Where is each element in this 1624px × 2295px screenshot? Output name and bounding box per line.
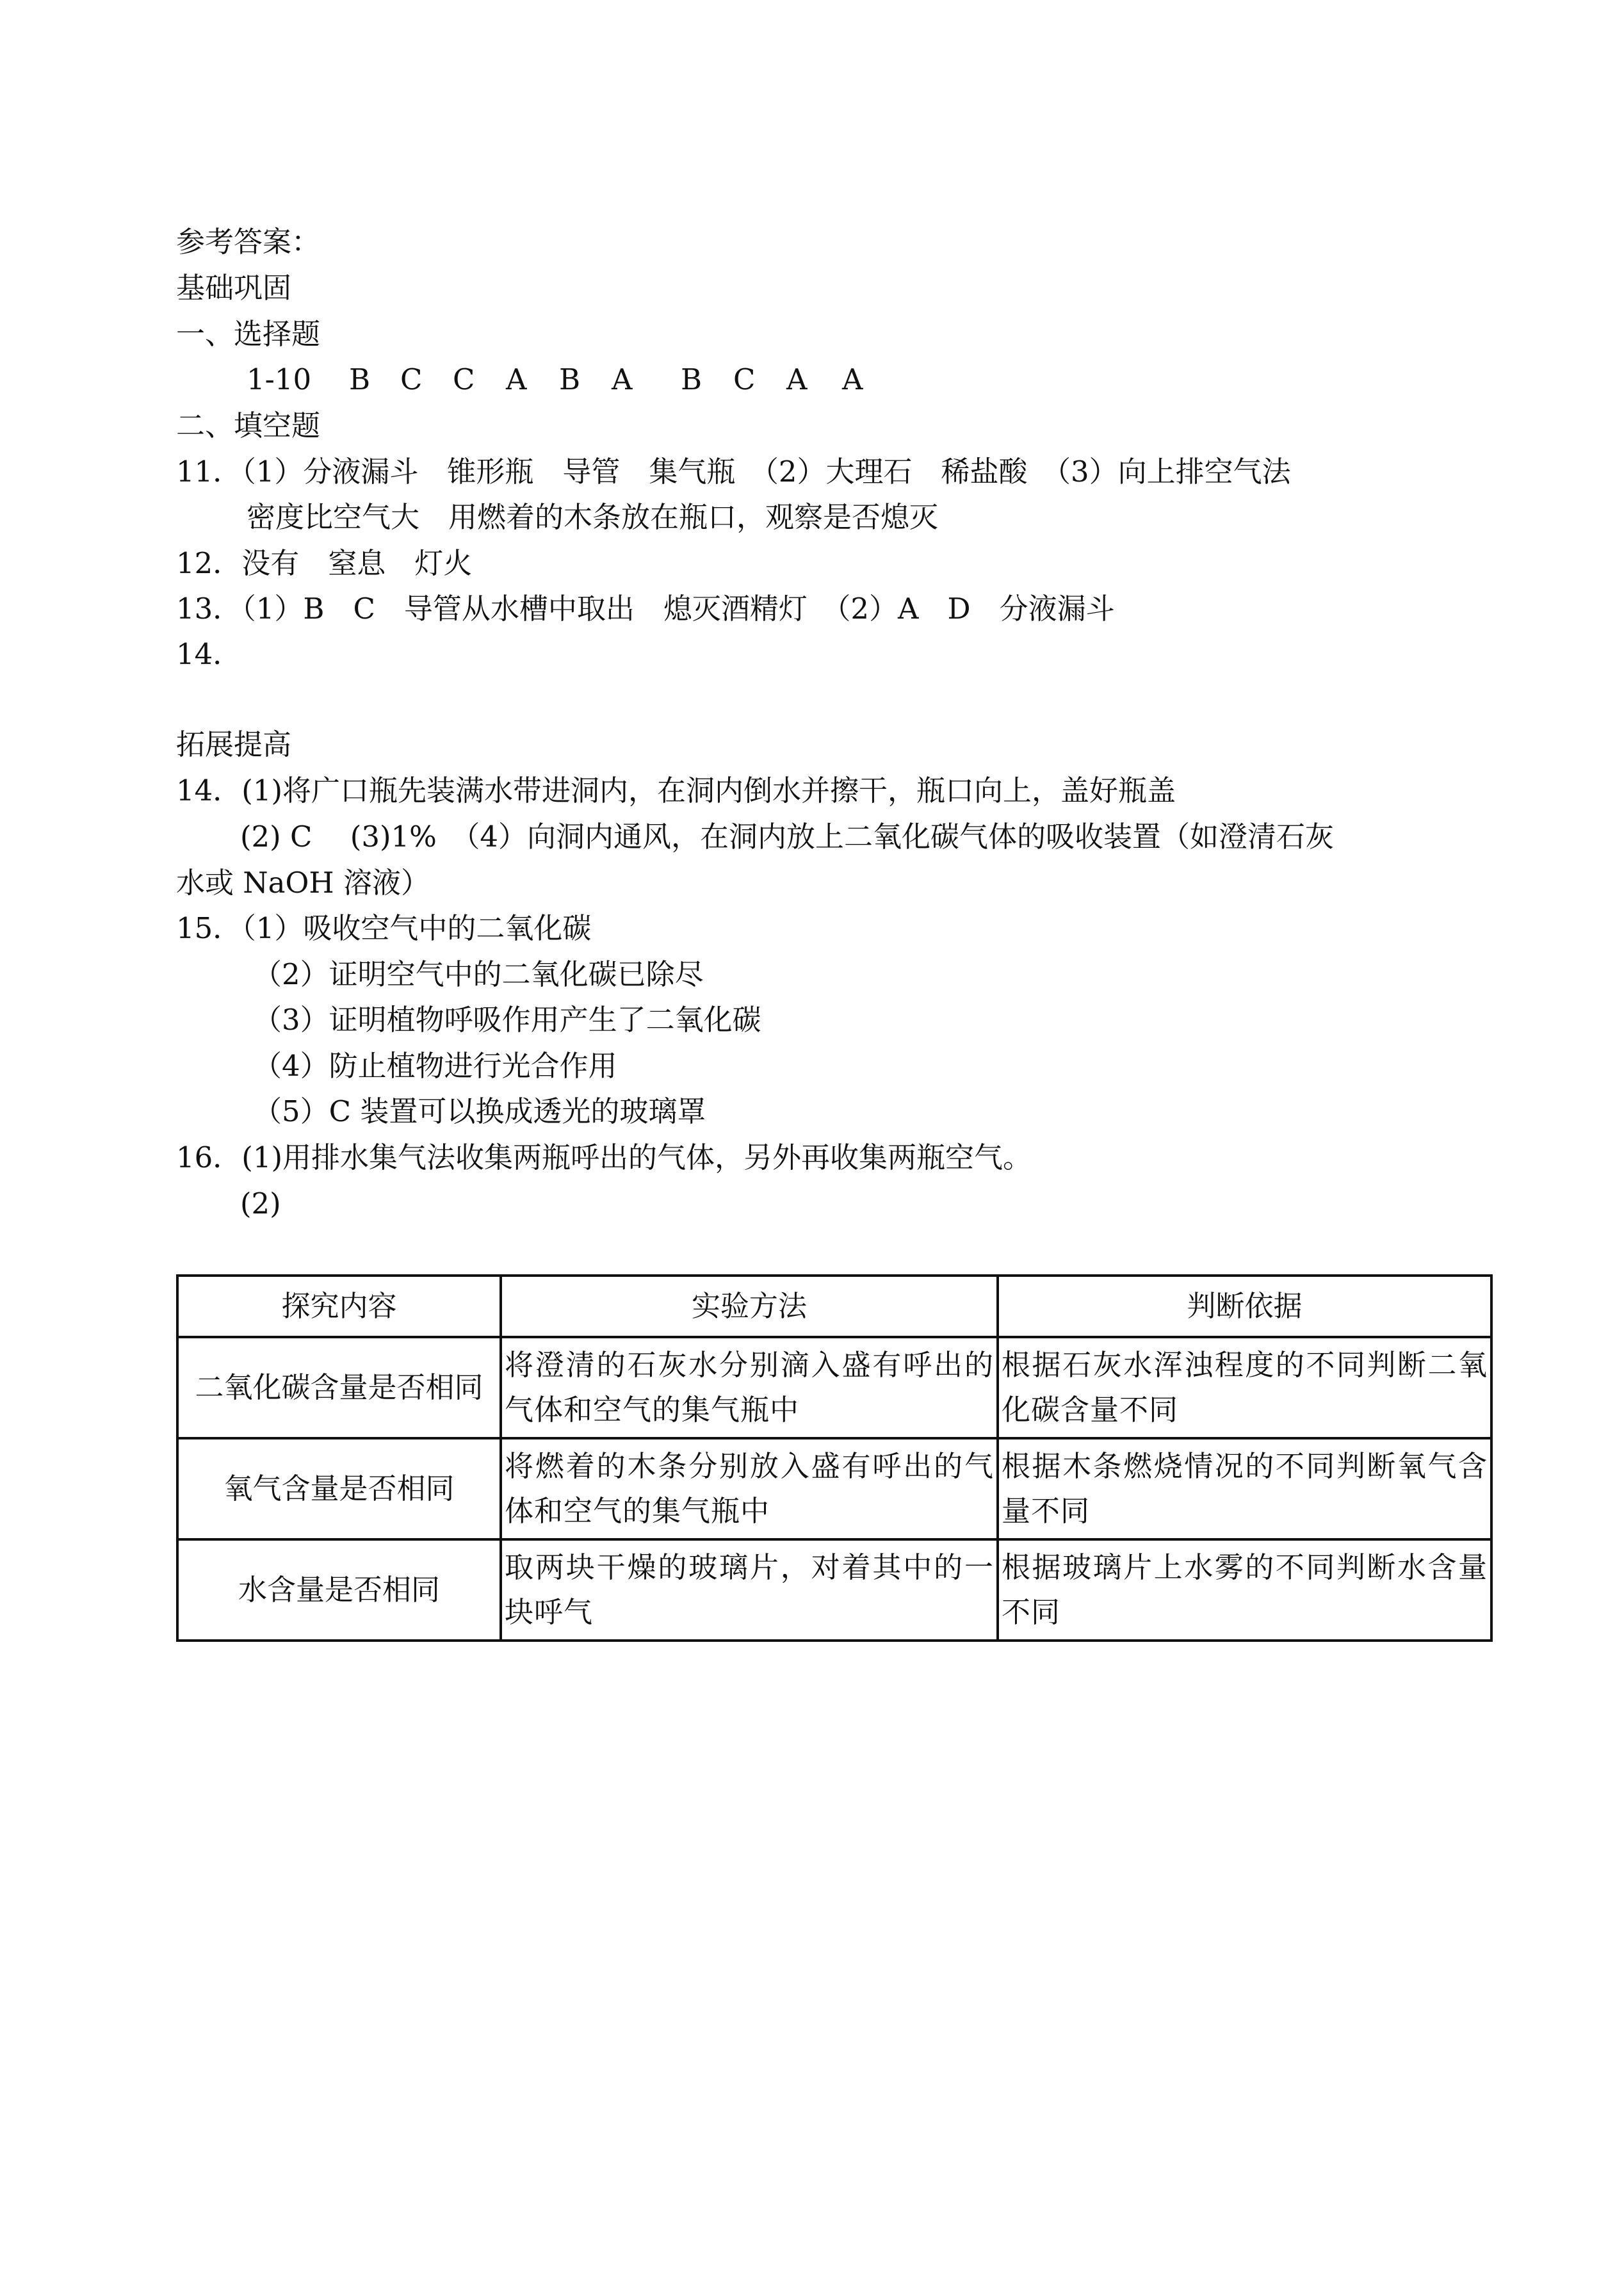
choice-answer-5: B xyxy=(559,362,581,396)
choice-answer-4: A xyxy=(506,362,527,396)
choice-range: 1-10 xyxy=(247,362,312,396)
table-row xyxy=(177,1438,1491,1539)
table-cell: 二氧化碳含量是否相同 xyxy=(177,1337,501,1438)
table-cell: 根据木条燃烧情况的不同判断氧气含量不同 xyxy=(998,1438,1491,1539)
q11-line-1: 11．（1）分液漏斗 锥形瓶 导管 集气瓶 （2）大理石 稀盐酸 （3）向上排空气法 xyxy=(176,455,1291,489)
table-header-cell: 探究内容 xyxy=(177,1276,501,1337)
q15-line-1: 15．（1）吸收空气中的二氧化碳 xyxy=(176,911,592,945)
ext-q14-line-3: 水或 NaOH 溶液） xyxy=(176,866,430,900)
choice-answer-2: C xyxy=(400,362,423,396)
table-header-cell: 实验方法 xyxy=(501,1276,998,1337)
choice-answer-1: B xyxy=(349,362,371,396)
table-row xyxy=(177,1539,1491,1641)
q14: 14． xyxy=(176,637,242,671)
choice-title: 一、选择题 xyxy=(176,317,321,351)
q15-line-5: （5）C 装置可以换成透光的玻璃罩 xyxy=(253,1094,706,1128)
table-cell: 根据石灰水浑浊程度的不同判断二氧化碳含量不同 xyxy=(998,1337,1491,1438)
q15-line-4: （4）防止植物进行光合作用 xyxy=(253,1049,617,1083)
table-cell: 根据玻璃片上水雾的不同判断水含量不同 xyxy=(998,1539,1491,1641)
table-cell: 氧气含量是否相同 xyxy=(177,1438,501,1539)
table-header-cell: 判断依据 xyxy=(998,1276,1491,1337)
q12: 12．没有 窒息 灯火 xyxy=(176,546,473,580)
table-cell: 取两块干燥的玻璃片，对着其中的一块呼气 xyxy=(501,1539,998,1641)
choice-answer-8: C xyxy=(733,362,756,396)
q15-line-2: （2）证明空气中的二氧化碳已除尽 xyxy=(253,957,704,991)
fill-title: 二、填空题 xyxy=(176,409,321,442)
table-row xyxy=(177,1337,1491,1438)
experiment-table xyxy=(176,1274,1493,1642)
section-extension: 拓展提高 xyxy=(176,727,292,761)
choice-answer-6: A xyxy=(612,362,633,396)
table-cell: 将燃着的木条分别放入盛有呼出的气体和空气的集气瓶中 xyxy=(501,1438,998,1539)
ext-q14-line-2: (2) C (3)1% （4）向洞内通风，在洞内放上二氧化碳气体的吸收装置（如澄清石灰 xyxy=(240,820,1335,854)
section-basic: 基础巩固 xyxy=(176,271,292,305)
choice-answer-7: B xyxy=(681,362,702,396)
answer-header: 参考答案： xyxy=(176,225,321,259)
choice-answer-10: A xyxy=(842,362,863,396)
table-cell: 水含量是否相同 xyxy=(177,1539,501,1641)
q16-line-1: 16．(1)用排水集气法收集两瓶呼出的气体，另外再收集两瓶空气。 xyxy=(176,1140,1032,1174)
q16-line-2: (2) xyxy=(240,1187,281,1220)
choice-answer-3: C xyxy=(453,362,475,396)
table-header-row xyxy=(177,1276,1491,1337)
choice-answer-9: A xyxy=(786,362,808,396)
ext-q14-line-1: 14．(1)将广口瓶先装满水带进洞内，在洞内倒水并擦干，瓶口向上，盖好瓶盖 xyxy=(176,774,1176,807)
q13: 13．（1）B C 导管从水槽中取出 熄灭酒精灯 （2）A D 分液漏斗 xyxy=(176,592,1115,626)
q15-line-3: （3）证明植物呼吸作用产生了二氧化碳 xyxy=(253,1003,761,1037)
table-cell: 将澄清的石灰水分别滴入盛有呼出的气体和空气的集气瓶中 xyxy=(501,1337,998,1438)
q11-line-2: 密度比空气大 用燃着的木条放在瓶口，观察是否熄灭 xyxy=(247,500,939,534)
